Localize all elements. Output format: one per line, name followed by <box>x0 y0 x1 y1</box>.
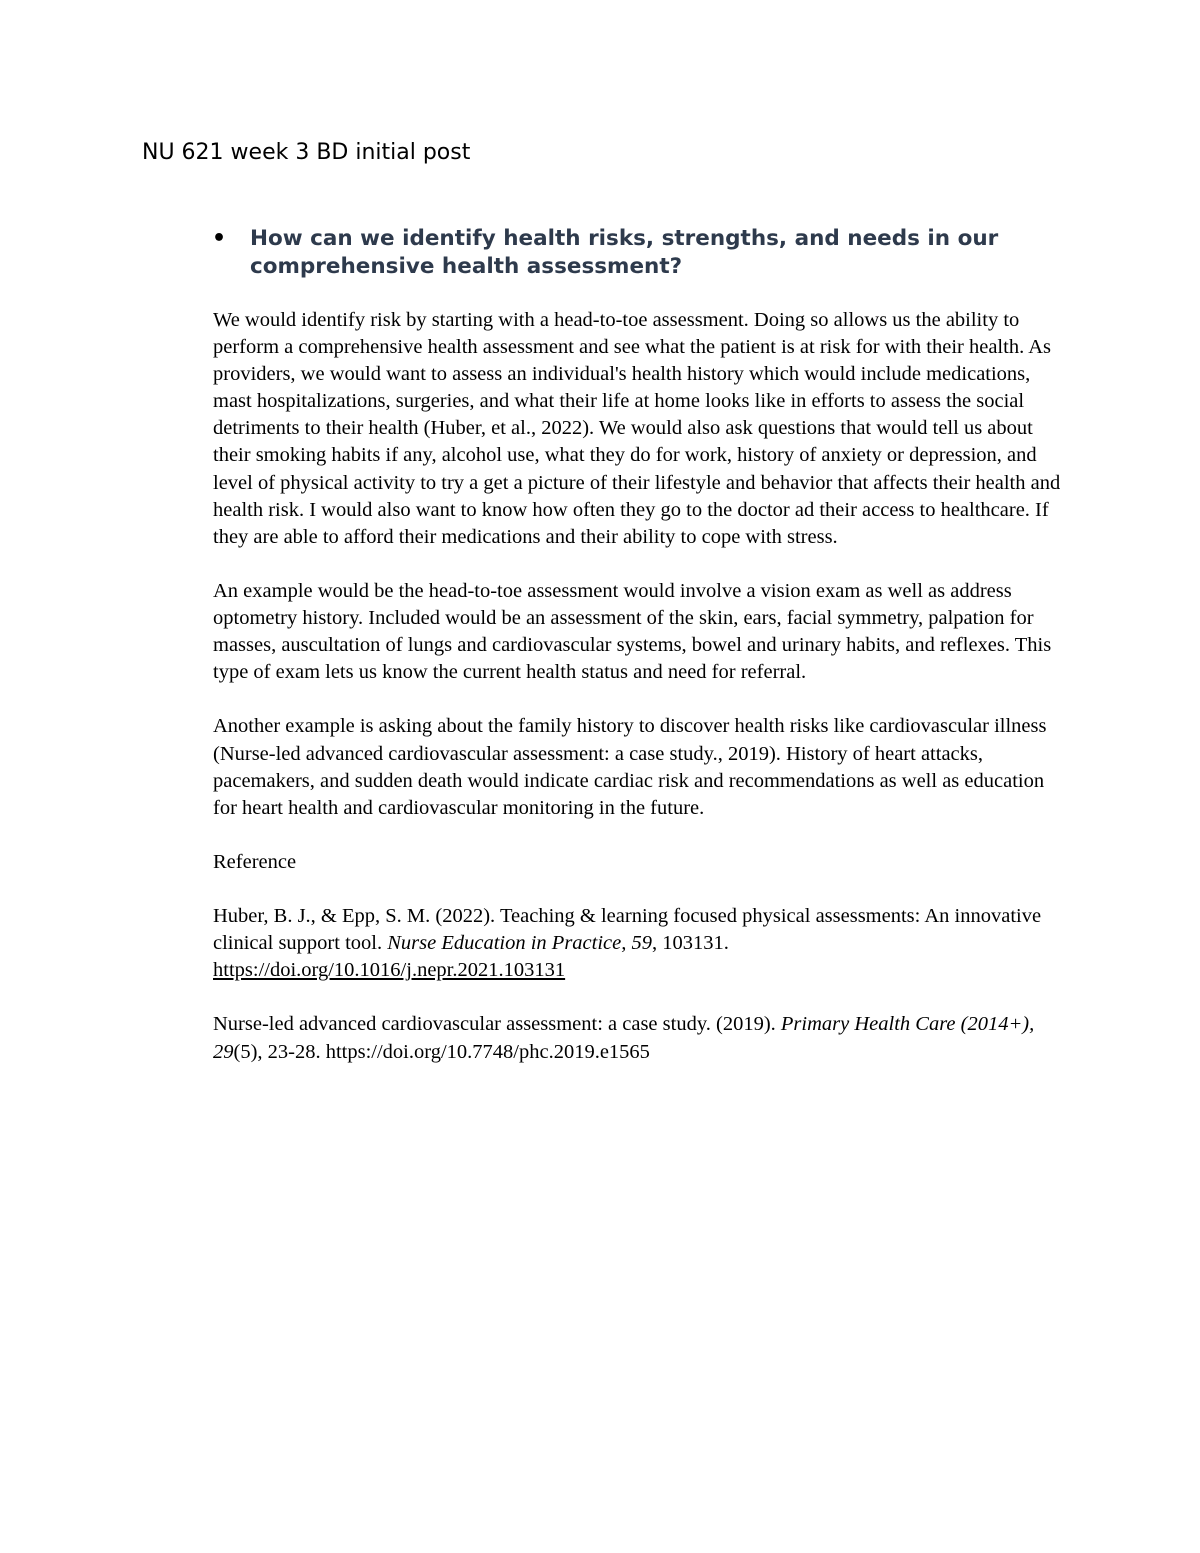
reference-heading: Reference <box>213 850 297 873</box>
paragraph-family-history-example: Another example is asking about the family history to discover health risks like cardiovascular illness (Nurse-led advanced cardiovascular assessment: a case study., 2019). History of heart attacks, pacemakers, and sudden death would indicate cardiac risk and recommendations as well as education for heart health and cardiovascular monitoring in the future. <box>213 715 1047 819</box>
reference-journal: Primary Health Care (2014+), 29 <box>213 1013 1035 1063</box>
reference-entry-huber <box>213 903 1073 984</box>
reference-doi-link[interactable]: https://doi.org/10.1016/j.nepr.2021.103131 <box>213 959 566 982</box>
reference-journal: Nurse Education in Practice, 59 <box>387 932 652 955</box>
question-item <box>212 225 1072 281</box>
reference-authors: Nurse-led advanced cardiovascular assessment: a case study. (2019). <box>213 1013 781 1036</box>
bullet-icon: • <box>212 226 227 251</box>
question-text: How can we identify health risks, strengths, and needs in our comprehensive health assessment? <box>250 226 999 279</box>
reference-details: , 103131. <box>651 932 729 955</box>
document-title: NU 621 week 3 BD initial post <box>142 140 471 165</box>
document-body <box>213 307 1073 1093</box>
paragraph-head-to-toe-example: An example would be the head-to-toe assessment would involve a vision exam as well as address optometry history. Included would be an assessment of the skin, ears, facial symmetry, palpation for masses, auscultation of lungs and cardiovascular systems, bowel and urinary habits, and reflexes. This type of exam lets us know the current health status and need for referral. <box>213 579 1052 684</box>
question-list <box>212 225 1072 281</box>
reference-details: (5), 23-28. https://doi.org/10.7748/phc.2019.e1565 <box>233 1040 650 1063</box>
paragraph-risk-identification: We would identify risk by starting with a head-to-toe assessment. Doing so allows us the ability to perform a comprehensive health assessment and see what the patient is at risk for with their health. As providers, we would want to assess an individual's health history which would include medications, mast hospitalizations, surgeries, and what their life at home looks like in efforts to assess the social detriments to their health (Huber, et al., 2022). We would also ask questions that would tell us about their smoking habits if any, alcohol use, what they do for work, history of anxiety or depression, and level of physical activity to try a get a picture of their lifestyle and behavior that affects their health and health risk. I would also want to know how often they go to the doctor ad their access to healthcare. If they are able to afford their medications and their ability to cope with stress. <box>213 309 1061 548</box>
reference-entry-nurse-led <box>213 1011 1073 1065</box>
reference-authors: Huber, B. J., & Epp, S. M. (2022). Teaching & learning focused physical assessments: An innovative clinical support tool. <box>213 905 1042 955</box>
